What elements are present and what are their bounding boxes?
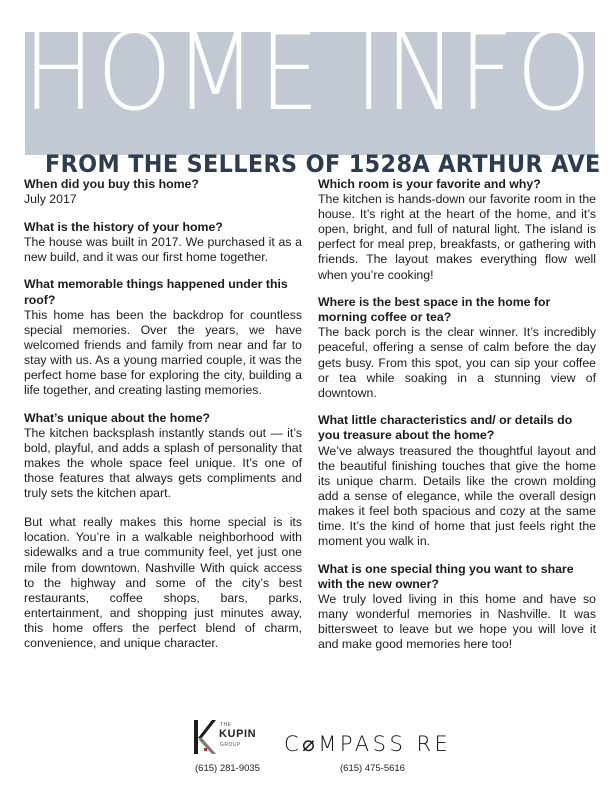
kupin-the-text: THE (220, 722, 232, 728)
question: What memorable things happened under this roof? (24, 277, 288, 307)
compass-phone: (615) 475-5616 (340, 763, 405, 774)
answer: We’ve always treasured the thoughtful layout and the beautiful finishing touches that give the home its unique charm. Details like the crown molding add a sense of elegance, while the overall design makes it feel both spacious and cozy at the same time. It’s the kind of home that just feels right the moment you walk in. (318, 443, 596, 549)
answer: The kitchen backsplash instantly stands out — it’s bold, playful, and adds a splash of personality that makes the whole space feel unique. It’s one of those features that always gets compliments and truly sets the kitchen apart. (24, 425, 302, 501)
question: What is the history of your home? (24, 219, 223, 234)
qa-item (24, 277, 302, 398)
kupin-name-text: KUPIN (219, 728, 257, 740)
qa-item (318, 295, 596, 401)
compass-re-logo: C⌀MPASS RE (284, 732, 452, 756)
right-column (318, 177, 596, 665)
answer: But what really makes this home special is its location. You’re in a walkable neighborhood with sidewalks and a true community feel, yet just one mile from downtown. Nashville With quick access to the highway and some of the city’s best restaurants, coffee shops, bars, parks, entertainment, and shopping just minutes away, this home offers the perfect blend of charm, convenience, and unique character. (24, 515, 302, 651)
answer: We truly loved living in this home and have so many wonderful memories in Nashville. It was bittersweet to leave but we hope you will love it and make good memories here too! (318, 591, 596, 652)
answer: The back porch is the clear winner. It’s incredibly peaceful, offering a sense of calm before the day gets busy. From this spot, you can sip your coffee or tea while soaking in a stunning view of downtown. (318, 325, 596, 400)
qa-item (318, 562, 596, 653)
left-column (24, 177, 302, 664)
question: Where is the best space in the home for morning coffee or tea? (318, 295, 551, 325)
answer: This home has been the backdrop for countless special memories. Over the years, we have welcomed friends and family from near and far to stay with us. As a young married couple, it was the perfect home base for exploring the city, building a life together, and creating lasting memories. (24, 307, 302, 398)
answer: The kitchen is hands-down our favorite room in the house. It’s right at the heart of the home, and it’s open, bright, and full of natural light. The island is perfect for meal prep, breakfasts, or gathering with friends. The layout makes everything flow well when you’re cooking! (318, 192, 596, 282)
footer (0, 718, 612, 778)
kupin-phone: (615) 281-9035 (195, 763, 260, 774)
qa-item (318, 413, 596, 549)
page-title: HOME INFO (23, 10, 594, 135)
question: What’s unique about the home? (24, 410, 211, 425)
answer: July 2017 (24, 192, 77, 207)
kupin-group-logo (192, 718, 272, 758)
answer: The house was built in 2017. We purchased it as a new build, and it was our first home together. (24, 234, 302, 264)
qa-item (24, 411, 302, 651)
page-subtitle: FROM THE SELLERS OF 1528A ARTHUR AVE (44, 150, 601, 178)
qa-item (318, 177, 596, 283)
question: Which room is your favorite and why? (318, 177, 541, 191)
qa-item (24, 220, 302, 265)
kupin-k-icon (192, 720, 216, 754)
question: What little characteristics and/ or details do you treasure about the home? (318, 413, 573, 443)
header-banner (23, 10, 601, 178)
qa-item (24, 177, 302, 207)
question: When did you buy this home? (24, 177, 199, 191)
kupin-group-text: GROUP (220, 742, 241, 748)
question: What is one special thing you want to share with the new owner? (318, 561, 574, 591)
